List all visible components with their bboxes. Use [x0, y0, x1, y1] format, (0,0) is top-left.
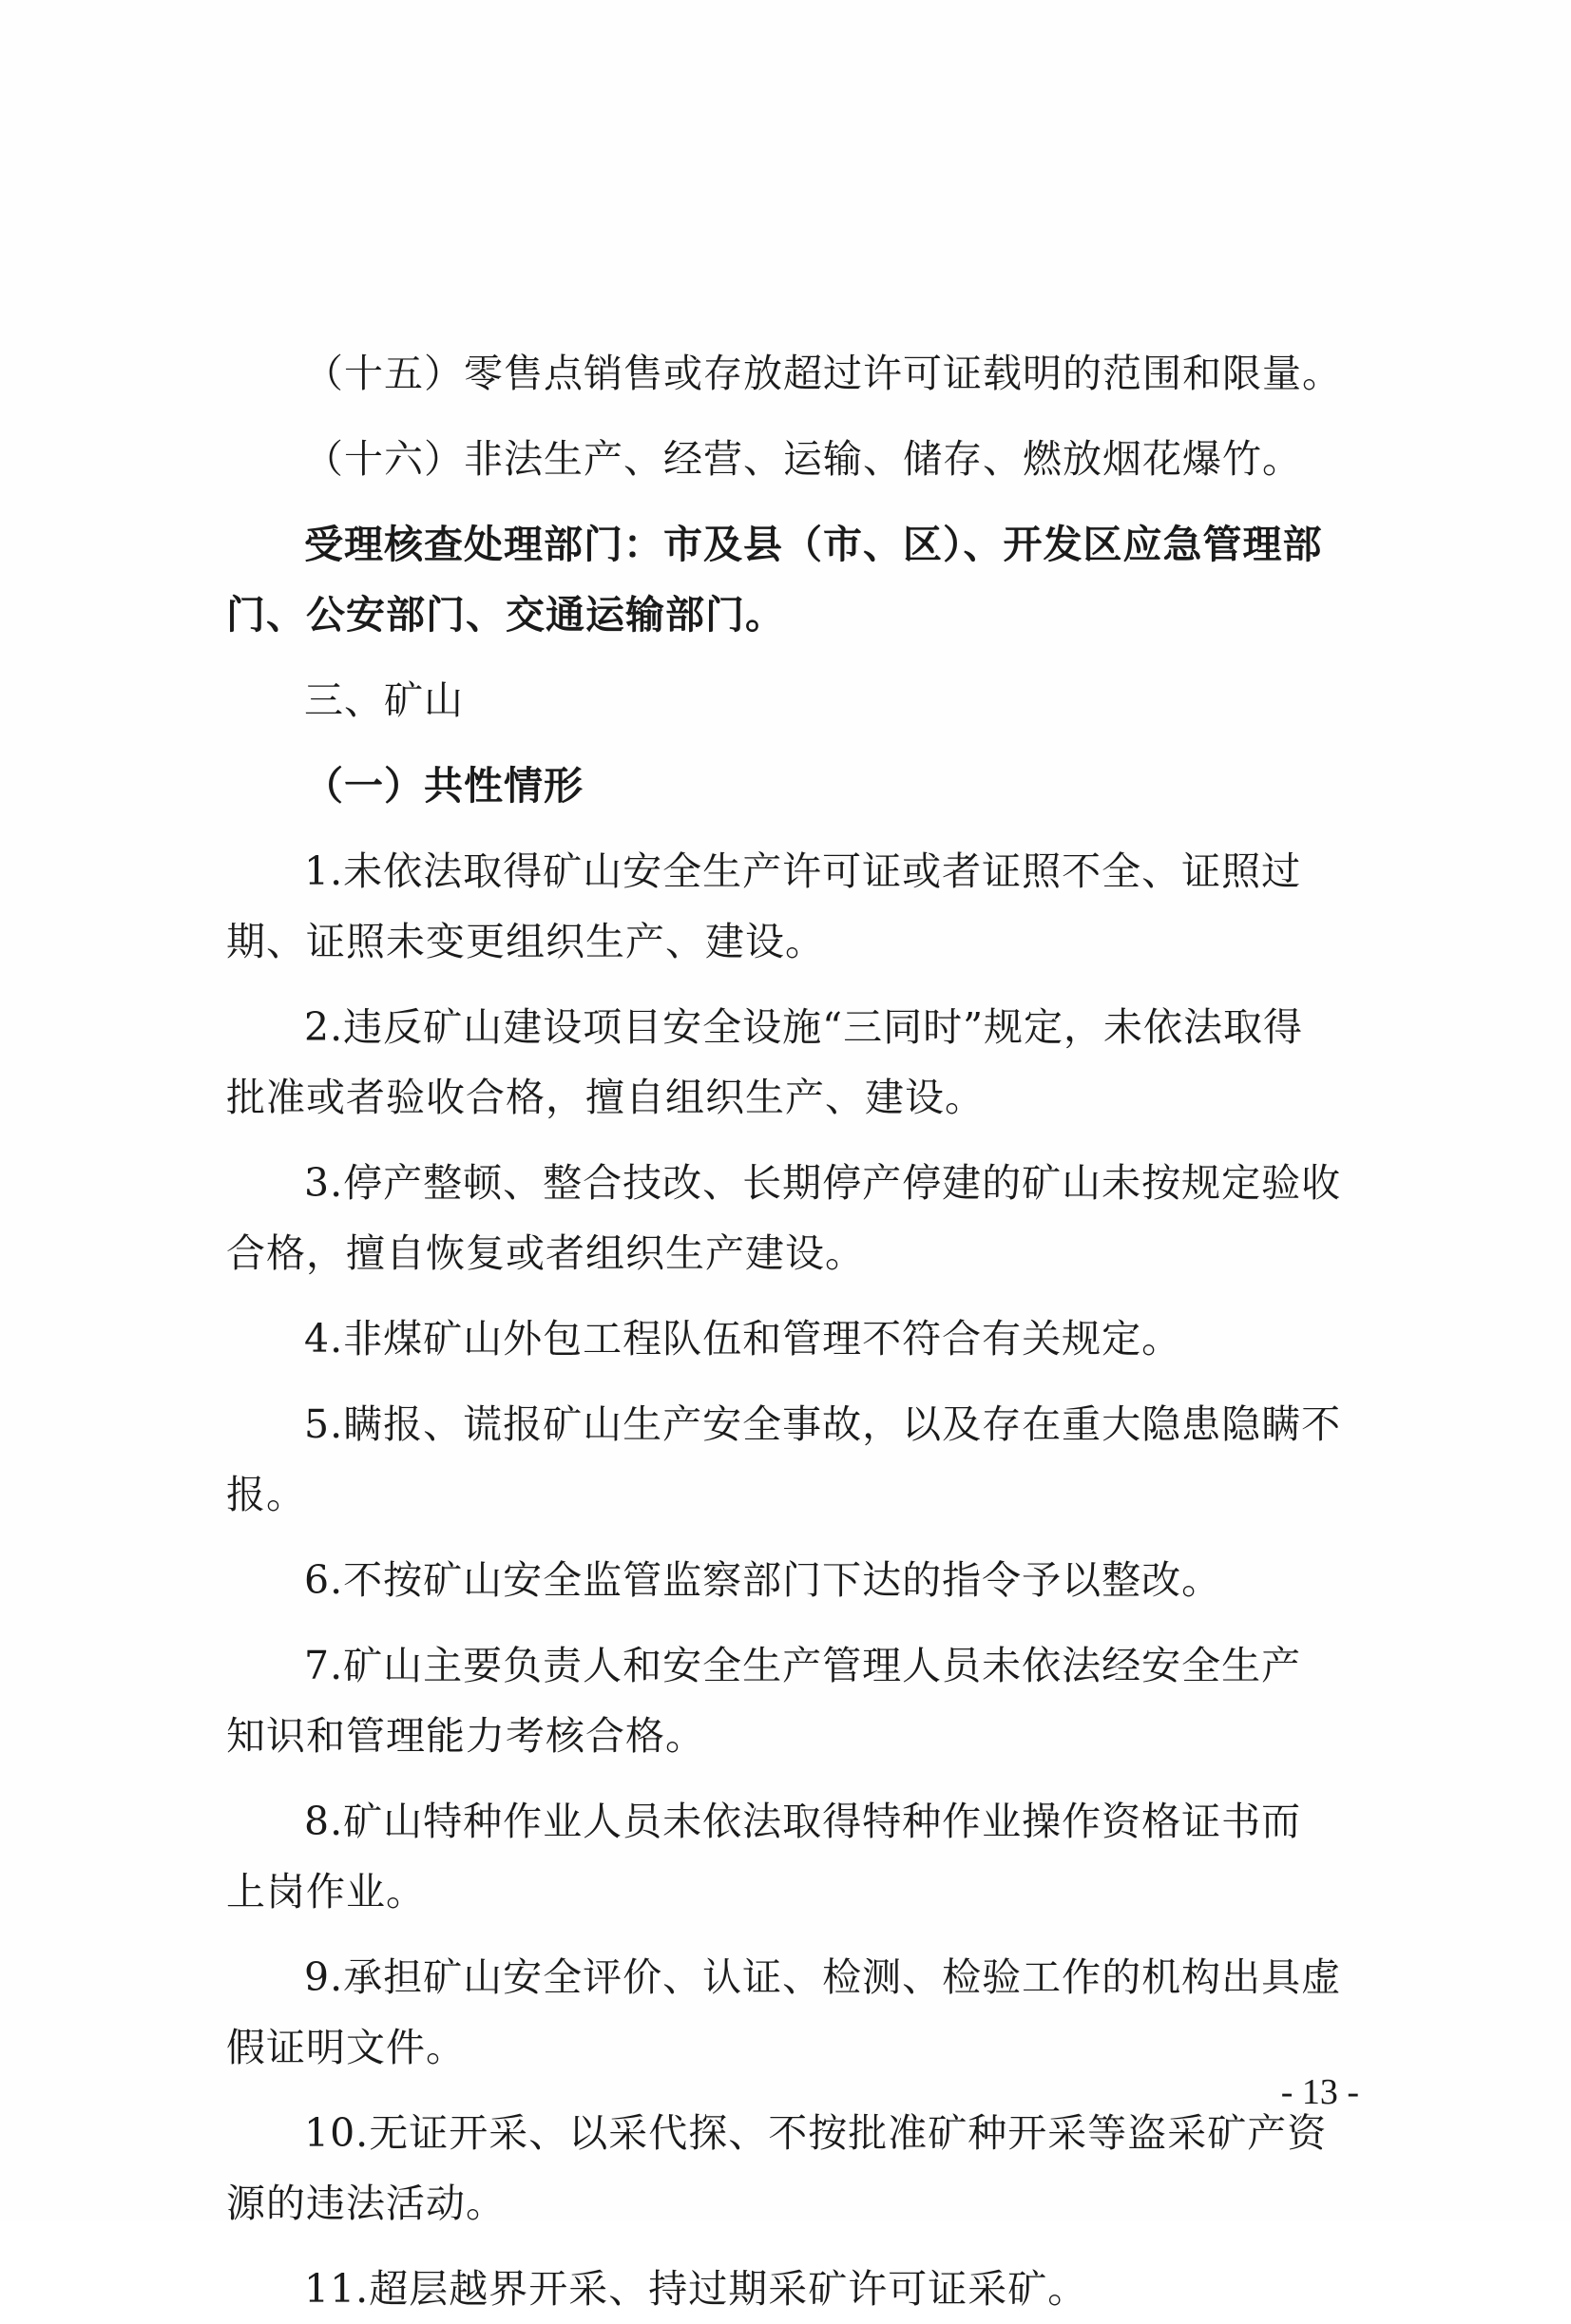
paragraph-continuation-line: 知识和管理能力考核合格。: [226, 1713, 705, 1759]
paragraph: [226, 338, 1346, 409]
paragraph-continuation-line: 源的违法活动。: [226, 2181, 506, 2226]
paragraph: [226, 1630, 1346, 1771]
paragraph-first-line: （十六）非法生产、经营、运输、储存、燃放烟花爆竹。: [304, 436, 1302, 482]
paragraph-first-line: 三、矿山: [304, 677, 464, 723]
page-number: - 13 -: [1280, 2072, 1359, 2112]
paragraph: [226, 509, 1346, 650]
paragraph-first-line: 3.停产整顿、整合技改、长期停产停建的矿山未按规定验收: [304, 1160, 1342, 1206]
paragraph-first-line: （一）共性情形: [304, 763, 584, 809]
paragraph: [226, 1942, 1346, 2083]
paragraph-continuation-line: 期、证照未变更组织生产、建设。: [226, 919, 825, 964]
paragraph-first-line: 10.无证开采、以采代探、不按批准矿种开采等盗采矿产资: [304, 2110, 1328, 2156]
paragraph-first-line: 1.未依法取得矿山安全生产许可证或者证照不全、证照过: [304, 848, 1302, 894]
paragraph-first-line: 7.矿山主要负责人和安全生产管理人员未依法经安全生产: [304, 1643, 1302, 1688]
paragraph-continuation-line: 报。: [226, 1472, 306, 1517]
paragraph-first-line: 9.承担矿山安全评价、认证、检测、检验工作的机构出具虚: [304, 1954, 1342, 2000]
document-body: [226, 338, 1346, 2324]
paragraph-continuation-line: 合格，擅自恢复或者组织生产建设。: [226, 1230, 865, 1276]
paragraph: [226, 2254, 1346, 2324]
paragraph-first-line: 11.超层越界开采、持过期采矿许可证采矿。: [304, 2266, 1088, 2312]
paragraph-first-line: （十五）零售点销售或存放超过许可证载明的范围和限量。: [304, 351, 1342, 396]
paragraph-first-line: 4.非煤矿山外包工程队伍和管理不符合有关规定。: [304, 1316, 1182, 1362]
paragraph: [226, 2098, 1346, 2238]
paragraph: [226, 1545, 1346, 1615]
paragraph-first-line: 6.不按矿山安全监管监察部门下达的指令予以整改。: [304, 1557, 1222, 1603]
paragraph-first-line: 8.矿山特种作业人员未依法取得特种作业操作资格证书而: [304, 1799, 1302, 1844]
paragraph-first-line: 受理核查处理部门：市及县（市、区）、开发区应急管理部: [304, 522, 1323, 567]
paragraph: [226, 1786, 1346, 1927]
paragraph: [226, 836, 1346, 977]
paragraph-first-line: 5.瞒报、谎报矿山生产安全事故，以及存在重大隐患隐瞒不: [304, 1401, 1342, 1447]
paragraph: [226, 751, 1346, 821]
paragraph-first-line: 2.违反矿山建设项目安全设施“三同时”规定，未依法取得: [304, 1004, 1304, 1050]
paragraph-continuation-line: 门、公安部门、交通运输部门。: [226, 592, 785, 638]
paragraph: [226, 1389, 1346, 1530]
paragraph-continuation-line: 假证明文件。: [226, 2025, 466, 2070]
paragraph: [226, 424, 1346, 494]
paragraph: [226, 1304, 1346, 1374]
paragraph: [226, 665, 1346, 735]
paragraph: [226, 1148, 1346, 1288]
paragraph: [226, 992, 1346, 1133]
paragraph-continuation-line: 批准或者验收合格，擅自组织生产、建设。: [226, 1075, 985, 1120]
paragraph-continuation-line: 上岗作业。: [226, 1869, 426, 1914]
